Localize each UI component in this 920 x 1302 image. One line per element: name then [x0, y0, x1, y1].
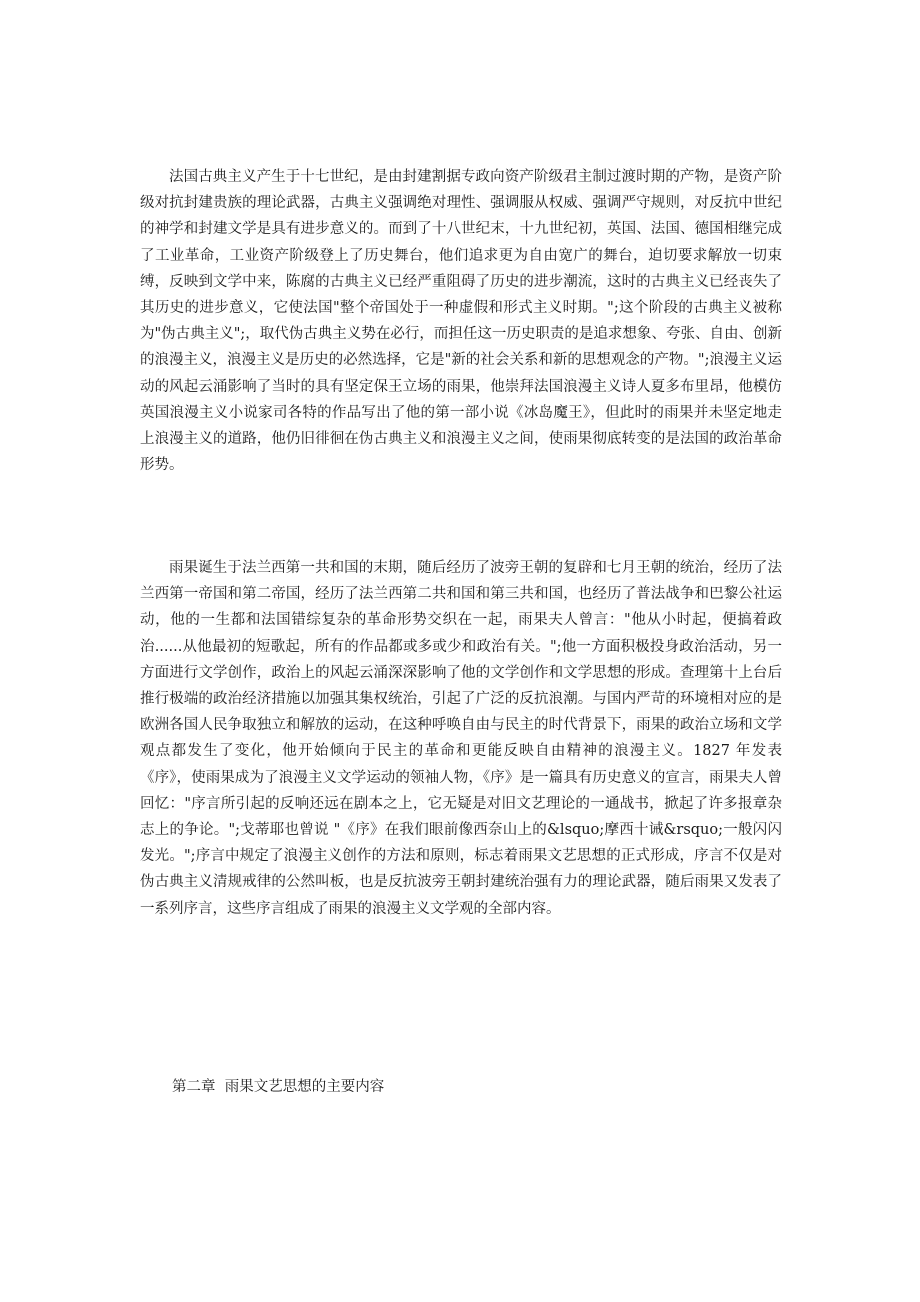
paragraph-hugo-biography: 雨果诞生于法兰西第一共和国的末期，随后经历了波旁王朝的复辟和七月王朝的统治，经历了法兰西第一帝国和第二帝国，经历了法兰西第二共和国和第三共和国，也经历了普法战争和巴黎公社运动，他的一生都和法国错综复杂的革命形势交织在一起，雨果夫人曾言："他从小时起，便搞着政治......从他最初的短歌起，所有的作品都或多或少和政治有关。";他一方面积极投身政治活动，另一方面进行文学创作，政治上的风起云涌深深影响了他的文学创作和文学思想的形成。查理第十上台后推行极端的政治经济措施以加强其集权统治，引起了广泛的反抗浪潮。与国内严苛的环境相对应的是欧洲各国人民争取独立和解放的运动，在这种呼唤自由与民主的时代背景下，雨果的政治立场和文学观点都发生了变化，他开始倾向于民主的革命和更能反映自由精神的浪漫主义。1827 年发表《序》，使雨果成为了浪漫主义文学运动的领袖人物，《序》是一篇具有历史意义的宣言，雨果夫人曾回忆："序言所引起的反响还远在剧本之上，它无疑是对旧文艺理论的一通战书，掀起了许多报章杂志上的争论。";戈蒂耶也曾说 "《序》在我们眼前像西奈山上的&lsquo;摩西十诫&rsquo;一般闪闪发光。";序言中规定了浪漫主义创作的方法和原则，标志着雨果文艺思想的正式形成，序言不仅是对伪古典主义清规戒律的公然叫板，也是反抗波旁王朝封建统治强有力的理论武器，随后雨果又发表了一系列序言，这些序言组成了雨果的浪漫主义文学观的全部内容。 — [140, 560, 782, 917]
chapter-heading: 第二章 雨果文艺思想的主要内容 — [172, 1079, 385, 1095]
paragraph-classicism: 法国古典主义产生于十七世纪，是由封建割据专政向资产阶级君主制过渡时期的产物，是资产阶级对抗封建贵族的理论武器，古典主义强调绝对理性、强调服从权威、强调严守规则，对反抗中世纪的神学和封建文学是具有进步意义的。而到了十八世纪末，十九世纪初，英国、法国、德国相继完成了工业革命，工业资产阶级登上了历史舞台，他们追求更为自由宽广的舞台，迫切要求解放一切束缚，反映到文学中来，陈腐的古典主义已经严重阻碍了历史的进步潮流，这时的古典主义已经丧失了其历史的进步意义，它使法国"整个帝国处于一种虚假和形式主义时期。";这个阶段的古典主义被称为"伪古典主义";，取代伪古典主义势在必行，而担任这一历史职责的是追求想象、夸张、自由、创新的浪漫主义，浪漫主义是历史的必然选择，它是"新的社会关系和新的思想观念的产物。";浪漫主义运动的风起云涌影响了当时的具有坚定保王立场的雨果，他崇拜法国浪漫主义诗人夏多布里昂，他模仿英国浪漫主义小说家司各特的作品写出了他的第一部小说《冰岛魔王》，但此时的雨果并未坚定地走上浪漫主义的道路，他仍旧徘徊在伪古典主义和浪漫主义之间，使雨果彻底转变的是法国的政治革命形势。 — [140, 169, 782, 474]
